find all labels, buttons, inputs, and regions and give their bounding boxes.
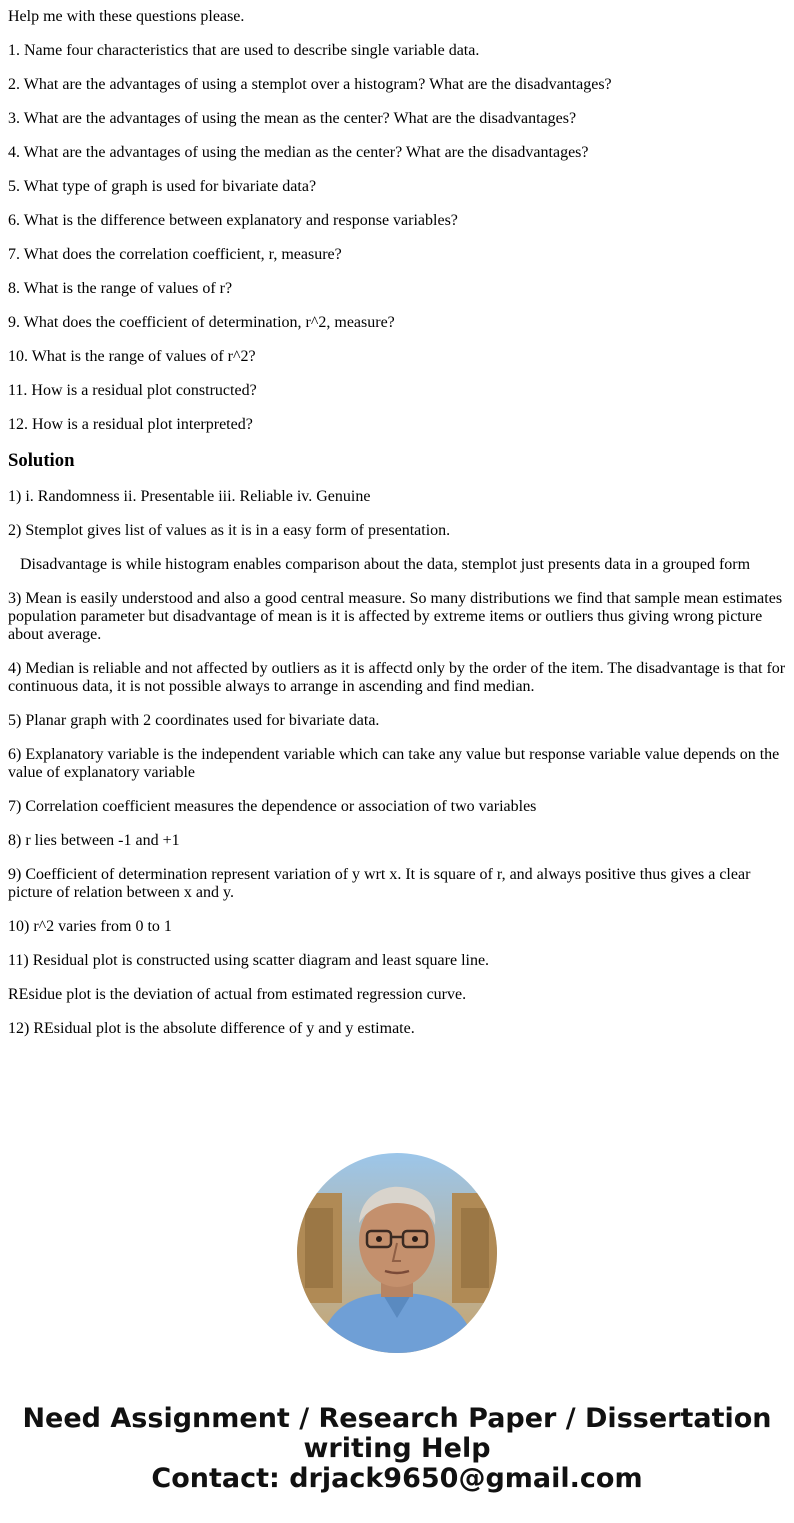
- solution-item: Disadvantage is while histogram enables comparison about the data, stemplot just presents data in a grouped form: [8, 556, 751, 573]
- solution-item: 2) Stemplot gives list of values as it is in a easy form of presentation.: [8, 522, 451, 539]
- solution-item: 3) Mean is easily understood and also a good central measure. So many distributions we find that sample mean estimates population parameter but disadvantage of mean is it is affected by extreme items or outliers thus giving wrong picture about average.: [8, 590, 783, 643]
- question-item: 4. What are the advantages of using the median as the center? What are the disadvantages?: [8, 144, 589, 161]
- solution-item: 12) REsidual plot is the absolute difference of y and y estimate.: [8, 1020, 415, 1037]
- promo-contact: Contact: drjack9650@gmail.com: [151, 1463, 643, 1494]
- person-portrait-icon: [297, 1153, 497, 1353]
- question-item: 3. What are the advantages of using the mean as the center? What are the disadvantages?: [8, 110, 577, 127]
- question-item: 8. What is the range of values of r?: [8, 280, 233, 297]
- question-item: 5. What type of graph is used for bivariate data?: [8, 178, 317, 195]
- solution-item: 7) Correlation coefficient measures the dependence or association of two variables: [8, 798, 537, 815]
- question-item: 9. What does the coefficient of determination, r^2, measure?: [8, 314, 395, 331]
- question-intro: Help me with these questions please.: [8, 8, 245, 25]
- solution-item: 4) Median is reliable and not affected by outliers as it is affectd only by the order of the item. The disadvantage is that for continuous data, it is not possible always to arrange in ascending and find median.: [8, 660, 786, 695]
- question-item: 11. How is a residual plot constructed?: [8, 382, 257, 399]
- promo-line: writing Help: [303, 1433, 491, 1464]
- solution-item: 6) Explanatory variable is the independent variable which can take any value but response variable value depends on the value of explanatory variable: [8, 746, 780, 781]
- question-item: 1. Name four characteristics that are used to describe single variable data.: [8, 42, 480, 59]
- question-item: 7. What does the correlation coefficient, r, measure?: [8, 246, 342, 263]
- solution-item: 10) r^2 varies from 0 to 1: [8, 918, 172, 935]
- question-item: 2. What are the advantages of using a stemplot over a histogram? What are the disadvantages?: [8, 76, 612, 93]
- solution-item: 1) i. Randomness ii. Presentable iii. Reliable iv. Genuine: [8, 488, 371, 505]
- question-item: 10. What is the range of values of r^2?: [8, 348, 256, 365]
- solution-item: REsidue plot is the deviation of actual from estimated regression curve.: [8, 986, 467, 1003]
- solution-heading: Solution: [8, 450, 75, 471]
- question-list: [8, 42, 786, 434]
- question-item: 12. How is a residual plot interpreted?: [8, 416, 253, 433]
- solution-item: 5) Planar graph with 2 coordinates used for bivariate data.: [8, 712, 380, 729]
- avatar: [297, 1153, 497, 1353]
- solution-item: 8) r lies between -1 and +1: [8, 832, 180, 849]
- promo-line: Need Assignment / Research Paper / Dissertation: [22, 1403, 772, 1434]
- promo-banner: [0, 1404, 794, 1494]
- solution-item: 11) Residual plot is constructed using scatter diagram and least square line.: [8, 952, 490, 969]
- solution-list: [8, 488, 786, 1038]
- solution-item: 9) Coefficient of determination represent variation of y wrt x. It is square of r, and always positive thus gives a clear picture of relation between x and y.: [8, 866, 751, 901]
- question-item: 6. What is the difference between explanatory and response variables?: [8, 212, 458, 229]
